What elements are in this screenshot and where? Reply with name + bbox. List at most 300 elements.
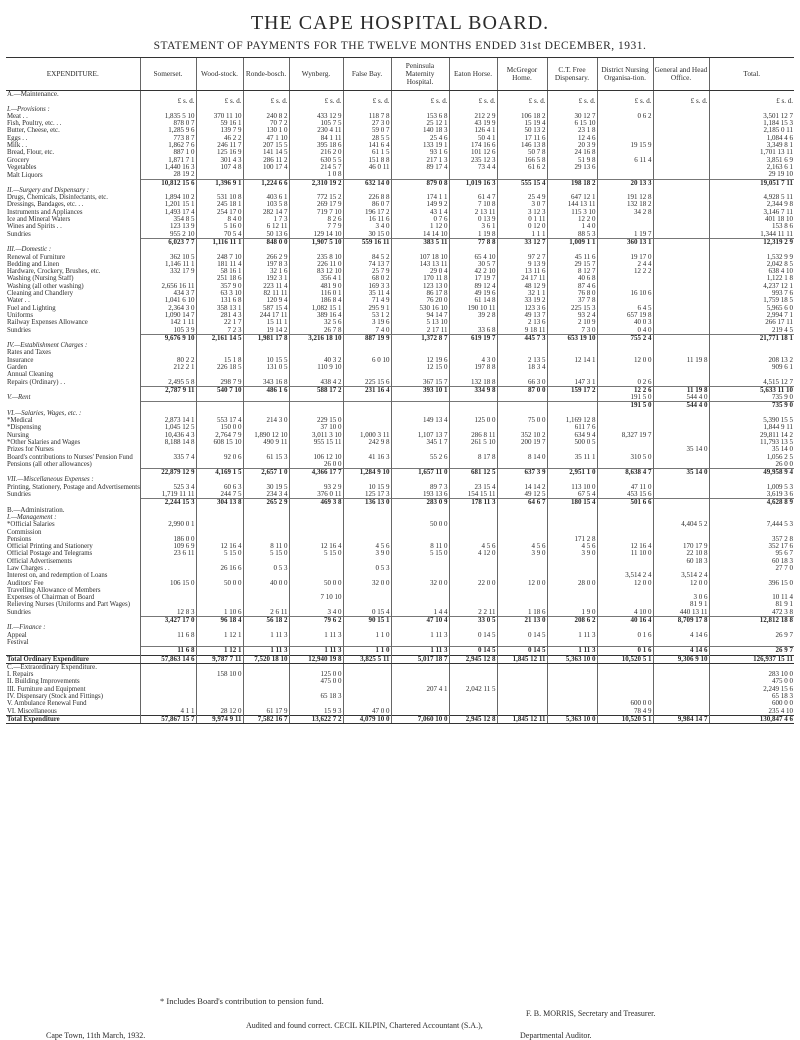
amount-cell: [497, 371, 547, 378]
amount-cell: 8 11 0: [391, 543, 449, 550]
amount-cell: 193 13 6: [391, 491, 449, 499]
amount-cell: [289, 91, 343, 99]
amount-cell: 1,009 5 3: [709, 484, 794, 491]
amount-cell: 107 4 8: [196, 164, 243, 171]
amount-cell: 1 7 3: [243, 216, 289, 223]
amount-cell: 47 11 0: [597, 484, 653, 491]
section-row: [6, 98, 794, 105]
row-label: Butter, Cheese, etc.: [7, 127, 60, 135]
amount-cell: [597, 106, 653, 113]
amount-cell: [343, 558, 391, 565]
amount-cell: [597, 349, 653, 356]
amount-cell: 174 16 6: [449, 142, 497, 149]
amount-cell: 191 5 0: [597, 402, 653, 410]
amount-cell: 433 12 9: [289, 113, 343, 120]
amount-cell: 335 7 4: [140, 454, 196, 461]
amount-cell: [243, 461, 289, 469]
amount-cell: [597, 364, 653, 371]
amount-cell: [709, 572, 794, 579]
amount-cell: [289, 446, 343, 453]
amount-cell: 2 6 11: [243, 609, 289, 617]
amount-cell: [597, 594, 653, 601]
amount-cell: 1,019 16 3: [449, 179, 497, 187]
row-label: [6, 386, 140, 394]
amount-cell: [597, 275, 653, 282]
table-row: [6, 371, 794, 378]
amount-cell: [653, 261, 709, 268]
amount-cell: 166 5 8: [497, 157, 547, 164]
total-row: [6, 238, 794, 246]
amount-cell: [343, 371, 391, 378]
amount-cell: [449, 536, 497, 543]
amount-cell: 12 2 6: [597, 386, 653, 394]
amount-cell: [597, 424, 653, 431]
amount-cell: 58 16 1: [196, 268, 243, 275]
amount-cell: 2 4 4: [597, 261, 653, 268]
amount-cell: [243, 507, 289, 514]
amount-cell: [343, 700, 391, 707]
amount-cell: [653, 223, 709, 230]
row-label: Nursing: [7, 431, 29, 439]
amount-cell: [140, 275, 196, 282]
amount-cell: 231 16 4: [343, 386, 391, 394]
amount-cell: [653, 179, 709, 187]
amount-cell: [597, 127, 653, 134]
row-label: Official Advertisements: [7, 557, 72, 565]
amount-cell: [709, 529, 794, 536]
amount-cell: 282 14 7: [243, 209, 289, 216]
amount-cell: [547, 371, 597, 378]
amount-cell: 171 2 8: [547, 536, 597, 543]
amount-cell: 719 7 10: [289, 209, 343, 216]
amount-cell: [653, 663, 709, 671]
amount-cell: [653, 187, 709, 194]
amount-cell: [449, 91, 497, 99]
amount-cell: [597, 507, 653, 514]
amount-cell: [391, 507, 449, 514]
amount-cell: [196, 507, 243, 514]
amount-cell: [243, 394, 289, 402]
amount-cell: 1,907 5 10: [289, 238, 343, 246]
amount-cell: [289, 663, 343, 671]
amount-cell: [243, 187, 289, 194]
amount-cell: [653, 424, 709, 431]
amount-cell: [343, 572, 391, 579]
amount-cell: [547, 708, 597, 716]
section-row: [6, 187, 794, 194]
amount-cell: [391, 402, 449, 410]
amount-cell: 25 4 9: [497, 194, 547, 201]
amount-cell: 4,515 12 7: [709, 379, 794, 387]
amount-cell: 1 11 3: [547, 647, 597, 655]
amount-cell: [289, 565, 343, 572]
amount-cell: 352 17 6: [709, 543, 794, 550]
amount-cell: [709, 507, 794, 514]
amount-cell: 1,009 1 1: [547, 238, 597, 246]
amount-cell: [196, 91, 243, 99]
amount-cell: [243, 686, 289, 693]
amount-cell: 147 3 1: [547, 379, 597, 387]
row-label: [6, 469, 140, 477]
amount-cell: [653, 171, 709, 179]
amount-cell: 1 18 6: [497, 609, 547, 617]
amount-cell: [597, 671, 653, 678]
table-row: [6, 580, 794, 587]
amount-cell: [597, 686, 653, 693]
amount-cell: 3 12 3: [497, 209, 547, 216]
amount-cell: 1,845 12 11: [497, 655, 547, 663]
amount-cell: 332 17 9: [140, 268, 196, 275]
amount-cell: 109 6 9: [140, 543, 196, 550]
amount-cell: [653, 305, 709, 312]
amount-cell: 3,825 5 11: [343, 655, 391, 663]
amount-cell: [140, 639, 196, 647]
table-row: [6, 357, 794, 364]
amount-cell: [196, 663, 243, 671]
section-row: [6, 476, 794, 483]
amount-cell: 50 13 6: [243, 231, 289, 239]
amount-cell: 12 16 4: [196, 543, 243, 550]
table-row: [6, 671, 794, 678]
amount-cell: 12 4 6: [547, 135, 597, 142]
amount-cell: [343, 446, 391, 453]
amount-cell: 357 2 8: [709, 536, 794, 543]
amount-cell: 2,495 5 8: [140, 379, 196, 387]
table-row: [6, 632, 794, 639]
amount-cell: 41 16 3: [343, 454, 391, 461]
column-header: Eaton Horse.: [449, 58, 497, 91]
amount-cell: [196, 246, 243, 253]
amount-cell: 229 15 0: [289, 417, 343, 424]
row-label: Auditors' Fee: [7, 579, 44, 587]
amount-cell: 159 17 2: [547, 386, 597, 394]
amount-cell: 1,224 6 6: [243, 179, 289, 187]
amount-cell: [653, 312, 709, 319]
amount-cell: 170 11 8: [391, 275, 449, 282]
amount-cell: [449, 319, 497, 326]
amount-cell: 12 19 6: [391, 357, 449, 364]
amount-cell: 7 2 3: [196, 327, 243, 335]
amount-cell: [289, 476, 343, 483]
amount-cell: 3,514 2 4: [597, 572, 653, 579]
amount-cell: [391, 171, 449, 179]
amount-cell: [391, 246, 449, 253]
amount-cell: 11 6 8: [140, 632, 196, 639]
amount-cell: 89 12 4: [449, 283, 497, 290]
amount-cell: [289, 402, 343, 410]
section-row: [6, 342, 794, 349]
amount-cell: 186 8 4: [289, 297, 343, 304]
table-row: [6, 231, 794, 239]
amount-cell: 125 16 9: [196, 149, 243, 156]
amount-cell: 266 17 11: [709, 319, 794, 326]
amount-cell: [547, 700, 597, 707]
amount-cell: 50 7 8: [497, 149, 547, 156]
amount-cell: 32 1 6: [243, 268, 289, 275]
amount-cell: 1,657 11 0: [391, 469, 449, 477]
amount-cell: 1 12 0: [391, 223, 449, 230]
amount-cell: [140, 461, 196, 469]
amount-cell: 60 6 3: [196, 484, 243, 491]
amount-cell: [196, 342, 243, 349]
amount-cell: [547, 91, 597, 99]
amount-cell: [709, 246, 794, 253]
amount-cell: [653, 135, 709, 142]
row-label: V.—Rent: [7, 394, 31, 402]
row-label: III.—Domestic :: [7, 246, 52, 254]
row-label: *Dispensing: [7, 424, 41, 432]
section-row: [6, 246, 794, 253]
amount-cell: [547, 678, 597, 685]
row-label: Renewal of Furniture: [7, 253, 66, 261]
amount-cell: [653, 194, 709, 201]
amount-cell: 4 3 0: [449, 357, 497, 364]
table-row: [6, 312, 794, 319]
amount-cell: 144 13 11: [547, 201, 597, 208]
table-row: [6, 536, 794, 543]
amount-cell: 125 0 0: [289, 671, 343, 678]
amount-cell: [497, 187, 547, 194]
amount-cell: 0 13 9: [449, 216, 497, 223]
amount-cell: 0 1 6: [597, 632, 653, 639]
amount-cell: 7,582 16 7: [243, 715, 289, 723]
amount-cell: 12,812 18 8: [709, 617, 794, 625]
amount-cell: [547, 686, 597, 693]
amount-cell: 3,619 3 6: [709, 491, 794, 499]
amount-cell: 17 11 6: [497, 135, 547, 142]
amount-cell: 1,862 7 6: [140, 142, 196, 149]
amount-cell: 553 17 4: [196, 417, 243, 424]
amount-cell: [343, 601, 391, 608]
section-row: [6, 514, 794, 521]
amount-cell: 1 11 3: [391, 632, 449, 639]
amount-cell: [653, 342, 709, 349]
amount-cell: 0 1 6: [597, 647, 653, 655]
amount-cell: [343, 521, 391, 528]
row-label: Repairs (Ordinary) . .: [7, 378, 66, 386]
amount-cell: [597, 91, 653, 99]
amount-cell: 158 10 0: [196, 671, 243, 678]
table-row: [6, 439, 794, 446]
amount-cell: 131 6 8: [196, 297, 243, 304]
amount-cell: 26 9 7: [709, 647, 794, 655]
amount-cell: 50 0 0: [289, 580, 343, 587]
amount-cell: 74 13 7: [343, 261, 391, 268]
amount-cell: 26 0 0: [289, 461, 343, 469]
amount-cell: [449, 476, 497, 483]
row-label: [6, 402, 140, 410]
amount-cell: [391, 187, 449, 194]
amount-cell: 59 0 7: [343, 127, 391, 134]
amount-cell: 2 13 11: [449, 209, 497, 216]
amount-cell: 47 0 0: [343, 708, 391, 716]
amount-cell: 92 0 6: [196, 454, 243, 461]
amount-cell: 2,163 6 1: [709, 164, 794, 171]
amount-cell: [547, 693, 597, 700]
column-header: Wood-stock.: [196, 58, 243, 91]
amount-cell: 600 0 0: [597, 700, 653, 707]
row-label: Sundries: [7, 609, 31, 617]
table-row: [6, 521, 794, 528]
row-label: IV. Dispensary (Stock and Fittings): [7, 693, 103, 701]
amount-cell: 653 19 10: [547, 334, 597, 342]
amount-cell: [653, 164, 709, 171]
amount-cell: 3 19 6: [343, 319, 391, 326]
amount-cell: 2,249 15 6: [709, 686, 794, 693]
amount-cell: 376 0 11: [289, 491, 343, 499]
amount-cell: 16 11 6: [343, 216, 391, 223]
amount-cell: [243, 639, 289, 647]
amount-cell: [243, 342, 289, 349]
row-label: Sundries: [7, 491, 31, 499]
amount-cell: [597, 446, 653, 453]
amount-cell: 0 7 6: [391, 216, 449, 223]
amount-cell: [497, 394, 547, 402]
amount-cell: 2,990 0 1: [140, 521, 196, 528]
amount-cell: 191 12 8: [597, 194, 653, 201]
amount-cell: 0 14 5: [449, 632, 497, 639]
amount-cell: [653, 693, 709, 700]
amount-cell: [140, 671, 196, 678]
amount-cell: 24 17 11: [497, 275, 547, 282]
amount-cell: 544 4 0: [653, 402, 709, 410]
amount-cell: 26 16 6: [196, 565, 243, 572]
amount-cell: £ s. d.: [140, 98, 196, 105]
amount-cell: [597, 601, 653, 608]
amount-cell: 149 13 4: [391, 417, 449, 424]
amount-cell: [140, 106, 196, 113]
amount-cell: 12 2 0: [547, 216, 597, 223]
amount-cell: 955 2 10: [140, 231, 196, 239]
amount-cell: [140, 410, 196, 417]
amount-cell: [196, 601, 243, 608]
amount-cell: [289, 624, 343, 631]
amount-cell: [653, 410, 709, 417]
table-row: [6, 157, 794, 164]
amount-cell: 343 16 8: [243, 379, 289, 387]
amount-cell: 481 9 0: [289, 283, 343, 290]
amount-cell: [653, 113, 709, 120]
amount-cell: [243, 91, 289, 99]
row-label: Wines and Spirits . .: [7, 223, 62, 231]
amount-cell: 393 10 1: [391, 386, 449, 394]
amount-cell: 356 4 1: [289, 275, 343, 282]
amount-cell: 33 12 7: [497, 238, 547, 246]
amount-cell: 1,284 9 10: [343, 469, 391, 477]
amount-cell: [343, 671, 391, 678]
amount-cell: 475 0 0: [289, 678, 343, 685]
amount-cell: [449, 349, 497, 356]
section-row: [6, 663, 794, 671]
amount-cell: 638 4 10: [709, 268, 794, 275]
amount-cell: 178 11 3: [449, 499, 497, 507]
amount-cell: 10,436 4 3: [140, 432, 196, 439]
amount-cell: [289, 639, 343, 647]
amount-cell: 39 2 8: [449, 312, 497, 319]
amount-cell: [243, 424, 289, 431]
row-label: Annual Cleaning: [7, 371, 54, 379]
amount-cell: 588 17 2: [289, 386, 343, 394]
amount-cell: 242 9 8: [343, 439, 391, 446]
amount-cell: [196, 476, 243, 483]
row-label: Fish, Poultry, etc. . .: [7, 120, 62, 128]
amount-cell: [140, 529, 196, 536]
amount-cell: 12 0 0: [497, 580, 547, 587]
amount-cell: 1 11 3: [289, 632, 343, 639]
amount-cell: [343, 507, 391, 514]
row-label: V. Ambulance Renewal Fund: [7, 700, 87, 708]
amount-cell: 1 11 3: [289, 647, 343, 655]
amount-cell: 2,873 14 1: [140, 417, 196, 424]
amount-cell: [391, 624, 449, 631]
row-label: Drugs, Chemicals, Disinfectants, etc.: [7, 194, 108, 202]
amount-cell: 115 3 10: [547, 209, 597, 216]
amount-cell: 3,011 3 10: [289, 432, 343, 439]
amount-cell: 35 14 0: [653, 469, 709, 477]
amount-cell: 2 17 11: [391, 327, 449, 335]
amount-cell: [497, 171, 547, 179]
amount-cell: 2,185 0 11: [709, 127, 794, 134]
amount-cell: [547, 639, 597, 647]
amount-cell: 49 19 6: [449, 290, 497, 297]
amount-cell: [547, 476, 597, 483]
amount-cell: 246 11 7: [196, 142, 243, 149]
table-row: [6, 587, 794, 594]
column-header: General and Head Office.: [653, 58, 709, 91]
amount-cell: [653, 371, 709, 378]
amount-cell: 93 1 6: [391, 149, 449, 156]
amount-cell: 1,285 9 6: [140, 127, 196, 134]
amount-cell: 1 4 4: [391, 609, 449, 617]
amount-cell: £ s. d.: [289, 98, 343, 105]
amount-cell: [597, 120, 653, 127]
total-row: [6, 179, 794, 187]
amount-cell: [391, 91, 449, 99]
amount-cell: 83 12 10: [289, 268, 343, 275]
amount-cell: 55 2 6: [391, 454, 449, 461]
row-label: Garden: [7, 363, 28, 371]
amount-cell: [597, 514, 653, 521]
table-row: [6, 565, 794, 572]
amount-cell: [597, 521, 653, 528]
amount-cell: [140, 91, 196, 99]
amount-cell: 755 2 4: [597, 334, 653, 342]
amount-cell: [289, 246, 343, 253]
amount-cell: 146 13 8: [497, 142, 547, 149]
amount-cell: 16 10 6: [597, 290, 653, 297]
amount-cell: 67 5 4: [547, 491, 597, 499]
amount-cell: [653, 231, 709, 239]
row-label: Washing (Nursing Staff): [7, 275, 74, 283]
amount-cell: 49 13 7: [497, 312, 547, 319]
amount-cell: 26 9 7: [709, 632, 794, 639]
amount-cell: [709, 587, 794, 594]
amount-cell: 48 12 9: [497, 283, 547, 290]
table-row: [6, 297, 794, 304]
amount-cell: [196, 529, 243, 536]
amount-cell: 197 8 3: [243, 261, 289, 268]
row-label: Rates and Taxes: [7, 349, 51, 357]
amount-cell: [547, 594, 597, 601]
amount-cell: 84 5 2: [343, 254, 391, 261]
amount-cell: 22 10 8: [653, 550, 709, 557]
amount-cell: 251 18 6: [196, 275, 243, 282]
amount-cell: [547, 572, 597, 579]
amount-cell: 94 14 7: [391, 312, 449, 319]
amount-cell: 86 17 8: [391, 290, 449, 297]
amount-cell: 879 0 8: [391, 179, 449, 187]
amount-cell: 19 14 2: [243, 327, 289, 335]
